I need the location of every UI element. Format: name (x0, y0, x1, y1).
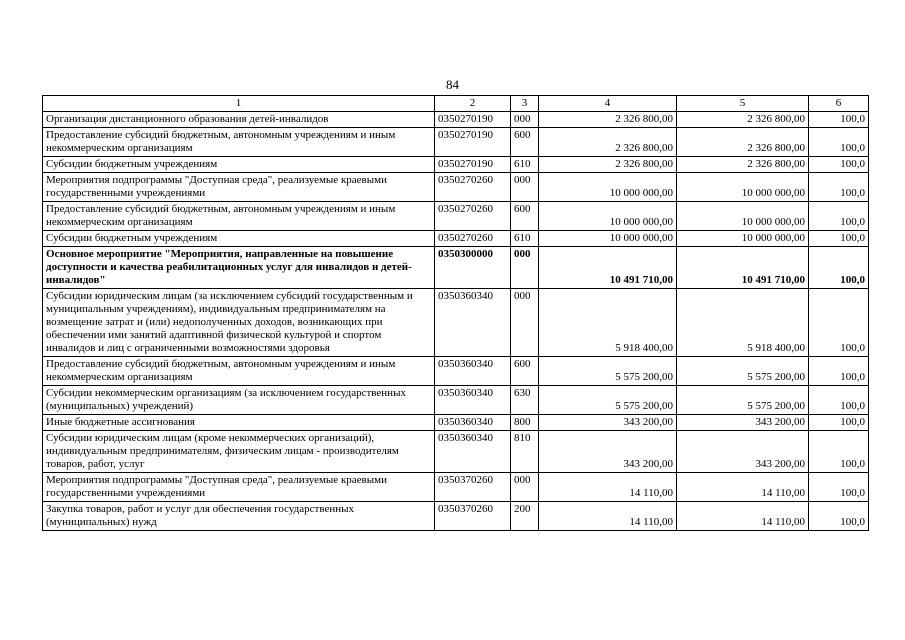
page-number: 84 (446, 77, 459, 92)
row-code: 0350270260 (435, 202, 511, 231)
row-percent: 100,0 (809, 431, 869, 473)
table-row (43, 386, 869, 415)
row-code: 0350270260 (435, 173, 511, 202)
row-plan-amount: 2 326 800,00 (539, 128, 677, 157)
row-actual-amount: 14 110,00 (677, 502, 809, 531)
table-row (43, 473, 869, 502)
row-name: Субсидии юридическим лицам (за исключением субсидий государственным и муниципальным учреждениям), индивидуальным предпринимателям на возмещение затрат и (или) недополученных доходов, возникающих при обеспечении ими занятий адаптивной физической культурой и спортом инвалидов и лиц с ограниченными возможностями здоровья (43, 289, 435, 357)
row-actual-amount: 5 575 200,00 (677, 386, 809, 415)
row-percent: 100,0 (809, 415, 869, 431)
row-plan-amount: 5 575 200,00 (539, 357, 677, 386)
row-percent: 100,0 (809, 473, 869, 502)
row-expense-type: 800 (511, 415, 539, 431)
row-actual-amount: 2 326 800,00 (677, 157, 809, 173)
row-name: Субсидии юридическим лицам (кроме некоммерческих организаций), индивидуальным предпринимателям, физическим лицам - производителям товаров, работ, услуг (43, 431, 435, 473)
row-percent: 100,0 (809, 128, 869, 157)
row-percent: 100,0 (809, 173, 869, 202)
row-name: Основное мероприятие "Мероприятия, направленные на повышение доступности и качества реабилитационных услуг для инвалидов и детей-инвалидов" (43, 247, 435, 289)
row-plan-amount: 343 200,00 (539, 431, 677, 473)
row-percent: 100,0 (809, 289, 869, 357)
table-row (43, 289, 869, 357)
row-percent: 100,0 (809, 231, 869, 247)
column-header: 4 (539, 96, 677, 112)
row-actual-amount: 14 110,00 (677, 473, 809, 502)
row-expense-type: 000 (511, 247, 539, 289)
row-expense-type: 600 (511, 128, 539, 157)
row-percent: 100,0 (809, 357, 869, 386)
budget-table (42, 95, 869, 531)
row-code: 0350360340 (435, 289, 511, 357)
column-header: 3 (511, 96, 539, 112)
row-code: 0350270190 (435, 128, 511, 157)
row-name: Субсидии некоммерческим организациям (за исключением государственных (муниципальных) учреждений) (43, 386, 435, 415)
row-name: Предоставление субсидий бюджетным, автономным учреждениям и иным некоммерческим организациям (43, 128, 435, 157)
table-header-row (43, 96, 869, 112)
row-plan-amount: 14 110,00 (539, 473, 677, 502)
row-name: Субсидии бюджетным учреждениям (43, 231, 435, 247)
row-plan-amount: 343 200,00 (539, 415, 677, 431)
row-code: 0350370260 (435, 502, 511, 531)
row-expense-type: 600 (511, 357, 539, 386)
table-row (43, 415, 869, 431)
row-name: Мероприятия подпрограммы "Доступная среда", реализуемые краевыми государственными учреждениями (43, 173, 435, 202)
row-code: 0350360340 (435, 386, 511, 415)
row-plan-amount: 10 000 000,00 (539, 173, 677, 202)
row-expense-type: 810 (511, 431, 539, 473)
row-code: 0350270190 (435, 157, 511, 173)
table-row (43, 502, 869, 531)
table-row (43, 112, 869, 128)
row-expense-type: 200 (511, 502, 539, 531)
row-expense-type: 000 (511, 473, 539, 502)
row-plan-amount: 5 918 400,00 (539, 289, 677, 357)
row-name: Предоставление субсидий бюджетным, автономным учреждениям и иным некоммерческим организациям (43, 357, 435, 386)
row-name: Субсидии бюджетным учреждениям (43, 157, 435, 173)
table-row (43, 247, 869, 289)
row-code: 0350360340 (435, 415, 511, 431)
row-actual-amount: 5 918 400,00 (677, 289, 809, 357)
row-code: 0350370260 (435, 473, 511, 502)
row-actual-amount: 5 575 200,00 (677, 357, 809, 386)
table-row (43, 202, 869, 231)
column-header: 5 (677, 96, 809, 112)
table-row (43, 357, 869, 386)
row-percent: 100,0 (809, 202, 869, 231)
row-expense-type: 630 (511, 386, 539, 415)
row-percent: 100,0 (809, 157, 869, 173)
row-actual-amount: 343 200,00 (677, 415, 809, 431)
row-actual-amount: 2 326 800,00 (677, 112, 809, 128)
row-expense-type: 000 (511, 112, 539, 128)
row-name: Закупка товаров, работ и услуг для обеспечения государственных (муниципальных) нужд (43, 502, 435, 531)
row-actual-amount: 343 200,00 (677, 431, 809, 473)
table-row (43, 173, 869, 202)
row-code: 0350360340 (435, 431, 511, 473)
column-header: 6 (809, 96, 869, 112)
row-percent: 100,0 (809, 247, 869, 289)
table-row (43, 128, 869, 157)
row-percent: 100,0 (809, 502, 869, 531)
row-actual-amount: 2 326 800,00 (677, 128, 809, 157)
row-actual-amount: 10 000 000,00 (677, 231, 809, 247)
row-code: 0350300000 (435, 247, 511, 289)
row-plan-amount: 10 000 000,00 (539, 202, 677, 231)
table-row (43, 231, 869, 247)
row-plan-amount: 2 326 800,00 (539, 157, 677, 173)
row-plan-amount: 10 491 710,00 (539, 247, 677, 289)
row-actual-amount: 10 000 000,00 (677, 173, 809, 202)
row-actual-amount: 10 491 710,00 (677, 247, 809, 289)
row-plan-amount: 14 110,00 (539, 502, 677, 531)
row-name: Мероприятия подпрограммы "Доступная среда", реализуемые краевыми государственными учреждениями (43, 473, 435, 502)
row-expense-type: 610 (511, 157, 539, 173)
row-plan-amount: 10 000 000,00 (539, 231, 677, 247)
column-header: 1 (43, 96, 435, 112)
row-plan-amount: 5 575 200,00 (539, 386, 677, 415)
row-code: 0350270190 (435, 112, 511, 128)
row-name: Организация дистанционного образования детей-инвалидов (43, 112, 435, 128)
row-percent: 100,0 (809, 112, 869, 128)
row-actual-amount: 10 000 000,00 (677, 202, 809, 231)
table-row (43, 157, 869, 173)
row-percent: 100,0 (809, 386, 869, 415)
row-expense-type: 600 (511, 202, 539, 231)
table-body (43, 112, 869, 531)
row-name: Иные бюджетные ассигнования (43, 415, 435, 431)
column-header: 2 (435, 96, 511, 112)
table-row (43, 431, 869, 473)
row-expense-type: 610 (511, 231, 539, 247)
row-expense-type: 000 (511, 289, 539, 357)
row-name: Предоставление субсидий бюджетным, автономным учреждениям и иным некоммерческим организациям (43, 202, 435, 231)
row-code: 0350270260 (435, 231, 511, 247)
row-code: 0350360340 (435, 357, 511, 386)
row-plan-amount: 2 326 800,00 (539, 112, 677, 128)
row-expense-type: 000 (511, 173, 539, 202)
